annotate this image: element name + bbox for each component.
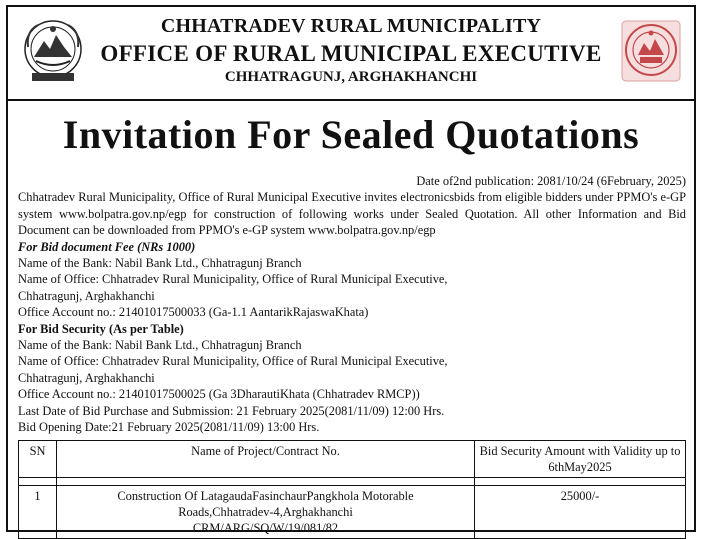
header-amount: Bid Security Amount with Validity up to 6thMay2025: [475, 441, 686, 478]
municipality-seal-icon: [620, 19, 682, 83]
opening-date: Bid Opening Date:21 February 2025(2081/11/09) 13:00 Hrs.: [18, 420, 320, 435]
table-header-row: [19, 441, 686, 478]
security-heading: For Bid Security (As per Table): [18, 321, 184, 336]
notice-header: [8, 7, 694, 99]
last-date: Last Date of Bid Purchase and Submission: 21 February 2025(2081/11/09) 12:00 Hrs.: [18, 403, 445, 418]
intro-paragraph: Chhatradev Rural Municipality, Office of Rural Municipal Executive invites electronicsbids from eligible bidders under PPMO's e-GP system www.bolpatra.gov.np/egp for construction of following works under Sealed Quotation. All other Information and Bid Document can be downloaded from PPMO's e-GP system www.bolpatra.gov.np/egp: [18, 190, 686, 238]
notice-frame: [6, 5, 696, 535]
table-row: [19, 486, 686, 539]
office-address: CHHATRAGUNJ, ARGHAKHANCHI: [224, 69, 478, 85]
fee-bank: Name of the Bank: Nabil Bank Ltd., Chhatragunj Branch: [18, 256, 302, 271]
row-project: Construction Of LatagaudaFasinchaurPangkhola Motorable Roads,Chhatradev-4,Arghakhanchi CRM/ARG/SQ/W/19/081/82: [57, 486, 475, 539]
security-office: Name of Office: Chhatradev Rural Municipality, Office of Rural Municipal Executive, Chhatragunj, Arghakhanchi: [18, 354, 448, 385]
security-bank: Name of the Bank: Nabil Bank Ltd., Chhatragunj Branch: [18, 338, 302, 353]
header-sn: SN: [19, 441, 57, 478]
fee-account: Office Account no.: 21401017500033 (Ga-1.1 AantarikRajaswaKhata): [18, 305, 369, 320]
fee-heading: For Bid document Fee (NRs 1000): [18, 239, 196, 254]
bid-table: [18, 440, 686, 539]
row-amount: 25000/-: [475, 486, 686, 539]
security-account: Office Account no.: 21401017500025 (Ga 3DharautiKhata (Chhatradev RMCP)): [18, 387, 420, 402]
fee-office: Name of Office: Chhatradev Rural Municipality, Office of Rural Municipal Executive, Chhatragunj, Arghakhanchi: [18, 272, 448, 303]
publication-date: Date of2nd publication: 2081/10/24 (6February, 2025): [416, 174, 686, 188]
header-divider: [8, 99, 694, 101]
notice-body: [18, 173, 686, 436]
row-sn: 1: [19, 486, 57, 539]
notice-title: Invitation For Sealed Quotations: [62, 112, 640, 157]
table-spacer: [19, 478, 686, 486]
header-project: Name of Project/Contract No.: [57, 441, 475, 478]
office-name: OFFICE OF RURAL MUNICIPAL EXECUTIVE: [100, 41, 602, 66]
municipality-name: CHHATRADEV RURAL MUNICIPALITY: [160, 15, 542, 37]
